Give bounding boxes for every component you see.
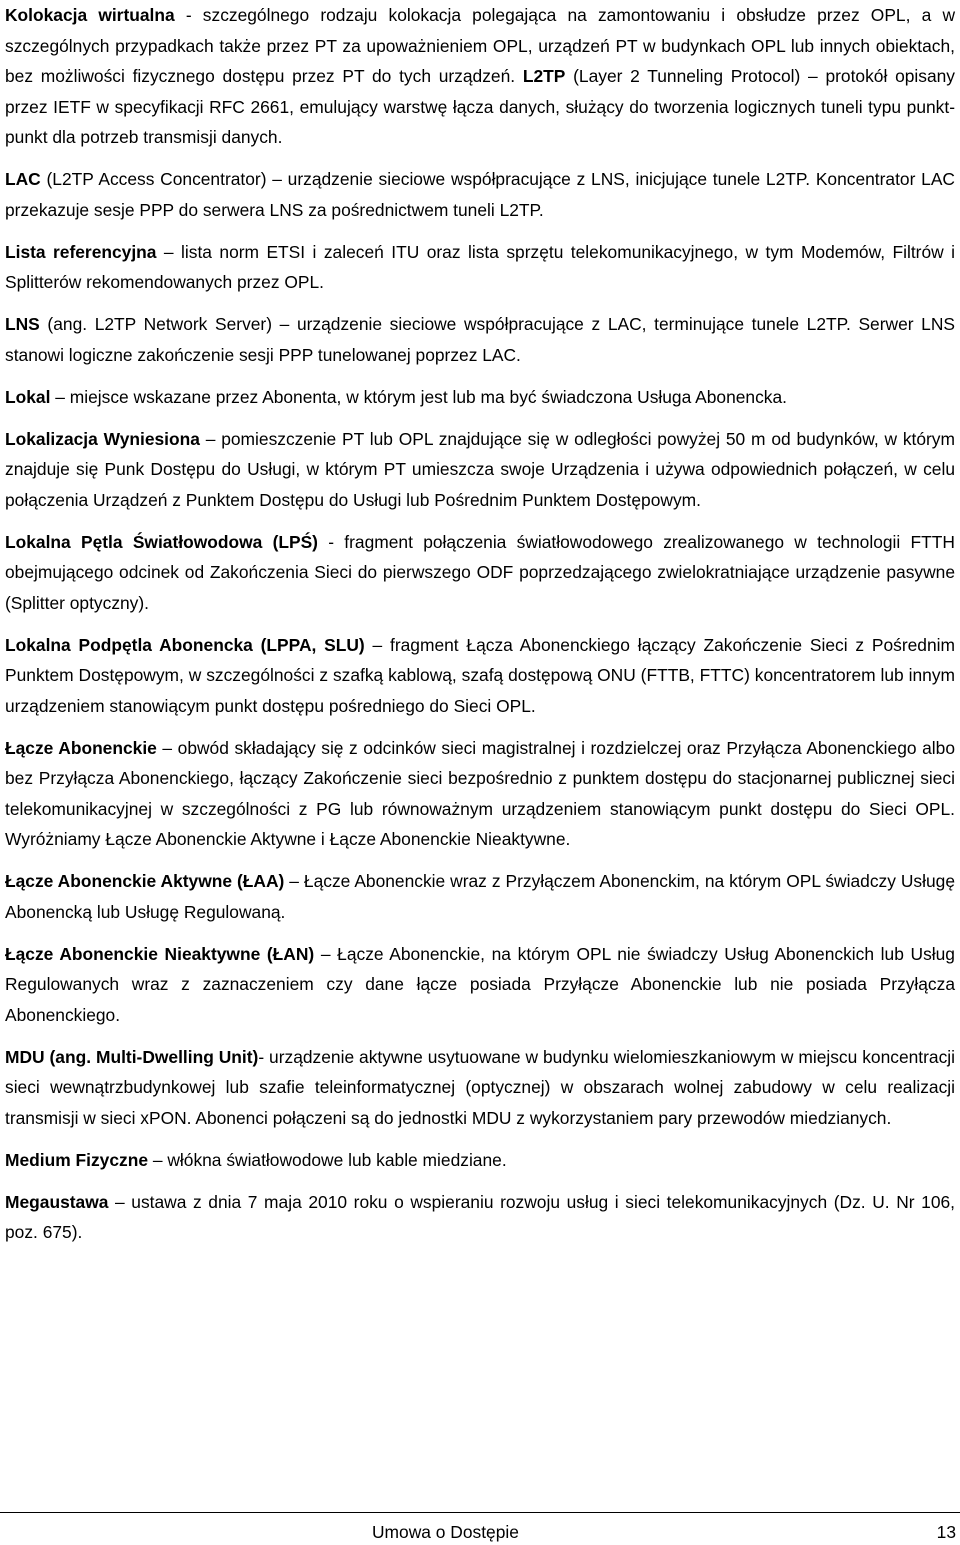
definition-term: Medium Fizyczne [5, 1149, 149, 1170]
definition-term: Łącze Abonenckie [5, 737, 157, 758]
definition-text: – włókna światłowodowe lub kable miedziane. [148, 1149, 507, 1170]
definition-term: Lista referencyjna [5, 241, 157, 262]
definition-mdu [5, 1042, 955, 1134]
footer-divider [0, 1512, 960, 1513]
definition-lokalna-petla-swiatlowodowa [5, 527, 955, 619]
definition-text: – ustawa z dnia 7 maja 2010 roku o wspieraniu rozwoju usług i sieci telekomunikacyjnych (Dz. U. Nr 106, poz. 675). [5, 1191, 955, 1242]
definition-term: MDU (ang. Multi-Dwelling Unit) [5, 1046, 259, 1067]
definition-term: L2TP [522, 66, 566, 86]
definition-text: - urządzenie aktywne usytuowane w budynku wielomieszkaniowym w miejscu koncentracji sieci wewnątrzbudynkowej lub szafie teleinformatycznej (optycznej) w obszarach wolnej zabudowy w celu realizacji transmisji w sieci xPON. Abonenci połączeni są do jednostki MDU z wykorzystaniem pary przewodów miedzianych. [5, 1046, 956, 1128]
definition-term: Lokal [5, 386, 51, 407]
page-number: 13 [936, 1522, 956, 1542]
definition-megaustawa [5, 1187, 955, 1248]
definition-medium-fizyczne [5, 1145, 955, 1176]
definition-text: (ang. L2TP Network Server) – urządzenie sieciowe współpracujące z LAC, terminujące tunele L2TP. Serwer LNS stanowi logiczne zakończenie sesji PPP tunelowanej poprzez LAC. [5, 314, 955, 365]
definition-text: (L2TP Access Concentrator) – urządzenie sieciowe współpracujące z LNS, inicjujące tunele L2TP. Koncentrator LAC przekazuje sesje PPP do serwera LNS za pośrednictwem tuneli L2TP. [5, 169, 955, 220]
definition-text: – Łącze Abonenckie wraz z Przyłączem Abonenckim, na którym OPL świadczy Usługę Abonencką lub Usługę Regulowaną. [5, 871, 955, 922]
definition-text: – Łącze Abonenckie, na którym OPL nie świadczy Usług Abonenckich lub Usług Regulowanych wraz z zaznaczeniem czy dane łącze posiada Przyłącze Abonenckie lub nie posiada Przyłącza Abonenckiego. [5, 943, 955, 1025]
definition-text: – miejsce wskazane przez Abonenta, w którym jest lub ma być świadczona Usługa Abonencka. [50, 386, 787, 407]
definition-term: Łącze Abonenckie Nieaktywne (ŁAN) [5, 943, 315, 964]
document-body [5, 0, 955, 1259]
definition-text: - fragment połączenia światłowodowego zrealizowanego w technologii FTTH obejmującego odcinek od Zakończenia Sieci do pierwszego ODF poprzedzającego zwielokratniające urządzenie pasywne (Splitter optyczny). [5, 531, 955, 613]
definition-text: – lista norm ETSI i zaleceń ITU oraz lista sprzętu telekomunikacyjnego, w tym Modemów, Filtrów i Splitterów rekomendowanych przez OPL. [5, 241, 955, 292]
definition-term: LNS [5, 314, 40, 334]
definition-text: – pomieszczenie PT lub OPL znajdujące się w odległości powyżej 50 m od budynków, w którym znajduje się Punk Dostępu do Usługi, w którym PT umieszcza swoje Urządzenia i używa odpowiednich połączeń, w celu połączenia Urządzeń z Punktem Dostępu do Usługi lub Pośrednim Punktem Dostępowym. [5, 428, 955, 510]
definition-term: Lokalna Podpętla Abonencka (LPPA, SLU) [5, 634, 365, 655]
definition-lac [5, 164, 955, 225]
definition-text: (Layer 2 Tunneling Protocol) – protokół opisany przez IETF w specyfikacji RFC 2661, emulujący warstwę łącza danych, służący do tworzenia logicznych tuneli typu punkt-punkt dla potrzeb transmisji danych. [5, 66, 956, 147]
definition-lokalizacja-wyniesiona [5, 424, 955, 516]
definition-lacze-abonenckie-aktywne [5, 866, 955, 927]
definition-lokal [5, 382, 955, 413]
definition-term: Łącze Abonenckie Aktywne (ŁAA) [5, 871, 285, 891]
definition-term: Lokalna Pętla Światłowodowa (LPŚ) [5, 531, 318, 552]
definition-term: LAC [5, 169, 41, 189]
footer-document-title: Umowa o Dostępie [372, 1522, 519, 1542]
definition-lokalna-podpetla-abonencka [5, 630, 955, 722]
definition-term: Megaustawa [5, 1191, 109, 1212]
definition-text: – fragment Łącza Abonenckiego łączący Zakończenie Sieci z Pośrednim Punktem Dostępowym, w szczególności z szafką kablową, szafą dostępową ONU (FTTB, FTTC) koncentratorem lub innym urządzeniem stanowiącym punkt dostępu pośredniego do Sieci OPL. [5, 634, 955, 716]
page-footer [0, 1521, 960, 1545]
definition-text: - szczególnego rodzaju kolokacja polegająca na zamontowaniu i obsłudze przez OPL, a w szczególnych przypadkach także przez PT za upoważnieniem OPL, urządzeń PT w budynkach OPL lub innych obiektach, bez możliwości fizycznego dostępu przez PT do tych urządzeń. [5, 5, 955, 86]
definition-text: – obwód składający się z odcinków sieci magistralnej i rozdzielczej oraz Przyłącza Abonenckiego albo bez Przyłącza Abonenckiego, łączący Zakończenie sieci bezpośrednio z punktem dostępu do stacjonarnej publicznej sieci telekomunikacyjnej w szczególności z PG lub równoważnym urządzeniem stanowiącym punkt dostępu do Sieci OPL. Wyróżniamy Łącze Abonenckie Aktywne i Łącze Abonenckie Nieaktywne. [5, 737, 955, 849]
definition-kolokacja-wirtualna [5, 0, 955, 153]
definition-term: Lokalizacja Wyniesiona [5, 428, 200, 449]
definition-lacze-abonenckie-nieaktywne [5, 939, 955, 1031]
definition-lista-referencyjna [5, 237, 955, 298]
definition-lns [5, 309, 955, 370]
definition-lacze-abonenckie [5, 733, 955, 855]
definition-term: Kolokacja wirtualna [5, 5, 175, 25]
